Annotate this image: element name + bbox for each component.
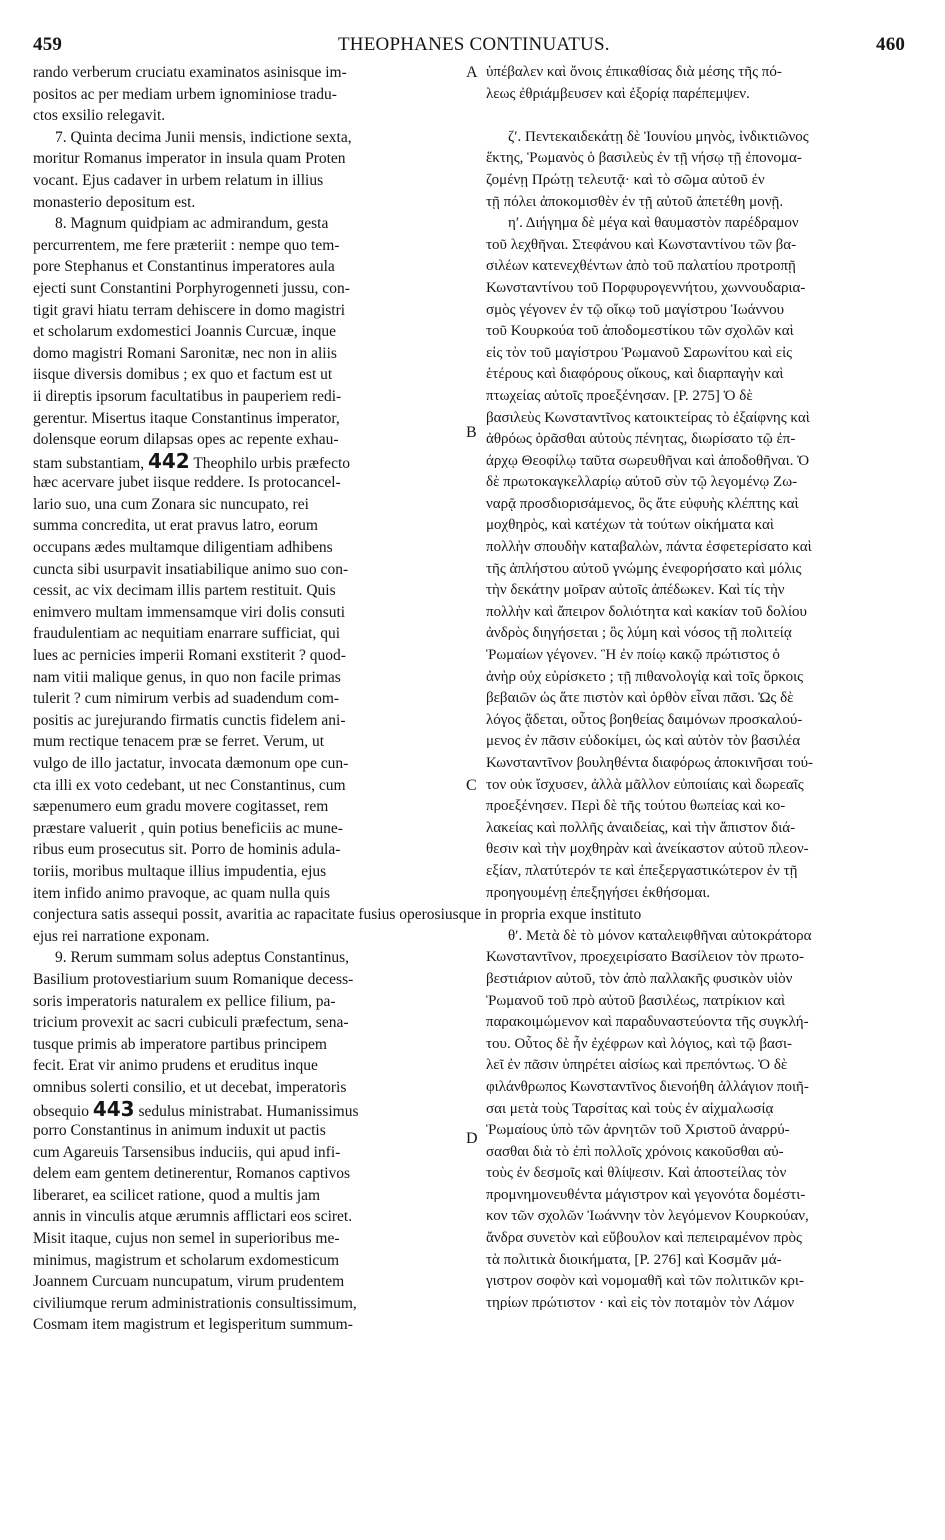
- latin-text-block: [33, 1120, 481, 1336]
- latin-text-block: [33, 926, 481, 1099]
- text-line: cum Agareuis Tarsensibus induciis, qui apud infi-: [33, 1143, 341, 1161]
- text-line: enimvero multam immensamque viri dolis consuti: [33, 603, 346, 621]
- text-line: lues ac pernicies imperii Romani exstiterit ? quod-: [33, 647, 346, 665]
- text-line: τῆς ἀπλήστου αὐτοῦ γνώμης ἐνεφορήσατο καὶ μόλις: [486, 560, 802, 577]
- text-line: φιλάνθρωπος Κωνσταντῖνος διενοήθη ἀλλάγιον ποιῆ-: [486, 1078, 809, 1095]
- greek-spacer: [486, 904, 912, 926]
- text-line: ejus rei narratione exponam.: [33, 927, 210, 945]
- latin-wide-line: conjectura satis assequi possit, avaritia ac rapacitate fusius operosiusque in propria exque instituto: [33, 906, 642, 924]
- latin-text-block: [33, 472, 481, 904]
- margin-letter-c: C: [466, 777, 477, 794]
- text-line: et scholarum exdomestici Joannis Curcuæ, inque: [33, 323, 337, 341]
- text-line: Cosmam item magistrum et legisperitum summum-: [33, 1316, 353, 1334]
- left-page-number: 459: [33, 34, 63, 55]
- text-line: προεξένησεν. Περὶ δὲ τῆς τούτου θωπείας καὶ κο-: [486, 798, 786, 815]
- inline-page-number-443: 443: [92, 1098, 135, 1121]
- text-line: σμὸς γέγονεν ἐν τῷ οἴκῳ τοῦ μαγίστρου Ἰωάννου: [486, 301, 785, 318]
- text-line: λόγος ᾄδεται, οὗτος βοηθείας δαιμόνων προσκαλού-: [486, 711, 803, 728]
- text-line: λεῖ ἐν πᾶσιν ὑπηρέτει αἰσίως καὶ πρεπόντως. Ὁ δὲ: [486, 1057, 788, 1074]
- text-line: liberaret, ea scilicet ratione, quod a multis jam: [33, 1186, 321, 1204]
- greek-text-block: [486, 926, 912, 1315]
- text-line: hæc acervare jubet iisque reddere. Is protocancel-: [33, 474, 341, 492]
- text-line: item infido animo pravoque, ac quam nulla quis: [33, 884, 331, 902]
- latin-line-text: Theophilo urbis præfecto: [193, 454, 351, 472]
- text-line: Κωνσταντῖνον, προεχειρίσατο Βασίλειον τὸν πρωτο-: [486, 949, 805, 966]
- text-line: positos ac per mediam urbem ignominiose tradu-: [33, 85, 337, 103]
- text-line: 7. Quinta decima Junii mensis, indictione sexta,: [55, 128, 352, 146]
- right-page-number: 460: [876, 34, 906, 55]
- text-line: positis ac jurejurando firmatis cunctis fidelem ani-: [33, 711, 346, 729]
- text-line: θεσιν καὶ τὴν μοχθηρὰν καὶ ἀνείκαστον αὐτοῦ πλεον-: [486, 841, 809, 858]
- text-line: Ῥωμαίων γέγονεν. Ἣ ἐν ποίῳ κακῷ πρώτιστος ὁ: [486, 647, 780, 664]
- text-line: τοῦ Κουρκούα τοῦ ἀποδομεστίκου τῶν σχολῶν καὶ: [486, 323, 794, 340]
- text-line: πτωχείας αὐτοῖς προεξένησαν. [P. 275] Ὁ δὲ: [486, 387, 753, 404]
- text-line: mum rectique tenacem præ se ferret. Verum, ut: [33, 733, 325, 751]
- text-line: gerentur. Misertus itaque Constantinus imperator,: [33, 409, 340, 427]
- text-line: soris imperatoris naturalem ex pellice filium, pa-: [33, 992, 336, 1010]
- text-line: dolensque eorum dilapsas opes ac repente exhau-: [33, 431, 339, 449]
- text-line: porro Constantinus in animum induxit ut pactis: [33, 1122, 326, 1140]
- text-line: σασθαι διὰ τὸ ἐπὶ πολλοῖς χρόνοις κακοῦσθαι αὐ-: [486, 1143, 784, 1160]
- text-line: vulgo de illo jactatur, invocata dæmonum ope cun-: [33, 755, 349, 772]
- text-line: domo magistri Romani Saronitæ, nec non in aliis: [33, 344, 337, 362]
- text-line: occupans ædes multamque diligentiam adhibens: [33, 539, 333, 557]
- text-line: λεως ἐθριάμβευσεν καὶ ἐξορίᾳ παρέπεμψεν.: [486, 85, 750, 102]
- margin-letter-d: D: [466, 1130, 478, 1147]
- text-line: τὰ πολιτικὰ διοικήματα, [P. 276] καὶ Κοσμᾶν μά-: [486, 1251, 782, 1268]
- text-line: præstare valuerit , quin potius beneficiis ac mune-: [33, 819, 343, 837]
- latin-line-text: obsequio: [33, 1102, 89, 1120]
- text-line: βασιλεὺς Κωνσταντῖνος κατοικτείρας τὸ ἐξαίφνης καὶ: [486, 409, 810, 426]
- text-line: [486, 105, 912, 127]
- text-line: cta illi ex voto cedebant, ut nec Constantinus, cum: [33, 776, 346, 794]
- text-line: σαι μετὰ τοὺς Ταρσίτας καὶ τοὺς ἐν αἰχμαλωσίᾳ: [486, 1100, 774, 1117]
- text-line: σιλέων κατενεχθέντων ἀπὸ τοῦ παλατίου προτροπῇ: [486, 258, 796, 275]
- text-line: moritur Romanus imperator in insula quam Proten: [33, 150, 346, 168]
- text-line: tigit gravi hiatu terram dehiscere in domo magistri: [33, 301, 346, 319]
- text-line: 8. Magnum quidpiam ac admirandum, gesta: [55, 215, 329, 233]
- text-line: τοὺς ἐν δεσμοῖς καὶ θλίψεσιν. Καὶ ἀποστείλας τὸν: [486, 1165, 787, 1182]
- text-line: πολλὴν καὶ ἄπειρον δολιότητα καὶ κακίαν τοῦ δολίου: [486, 603, 807, 620]
- text-line: rando verberum cruciatu examinatos asinisque im-: [33, 64, 347, 81]
- margin-letter-a: A: [466, 64, 478, 81]
- text-line: iisque diversis domibus ; ex quo et factum est ut: [33, 366, 333, 384]
- text-line: fraudulentiam ac nequitiam enarrare sufficiat, qui: [33, 625, 340, 643]
- text-line: ηʹ. Διήγημα δὲ μέγα καὶ θαυμαστὸν παρέδραμον: [508, 215, 799, 232]
- text-line: toriis, moribus multaque illius impudentia, ejus: [33, 862, 327, 880]
- text-line: tricium provexit ac sacri cubiculi præfectum, sena-: [33, 1014, 349, 1032]
- text-line: ἑτέρους καὶ διαφόρους οἴκους, καὶ διαρπαγὴν καὶ: [486, 366, 784, 383]
- text-line: θʹ. Μετὰ δὲ τὸ μόνον καταλειφθῆναι αὐτοκράτορα: [508, 927, 812, 944]
- text-line: του. Οὗτος δὲ ἦν ἐχέφρων καὶ λόγιος, καὶ τῷ βασι-: [486, 1035, 793, 1052]
- text-line: ζʹ. Πεντεκαιδεκάτῃ δὲ Ἰουνίου μηνὸς, ἰνδικτιῶνος: [508, 128, 809, 145]
- text-line: fecit. Erat vir animo prudens et eruditus inque: [33, 1057, 318, 1075]
- latin-line-text: stam substantiam,: [33, 454, 145, 472]
- latin-line-with-page-mark: [33, 1099, 481, 1121]
- text-line: Ῥωμανοῦ τοῦ πρὸ αὐτοῦ βασιλέως, πατρίκιον καὶ: [486, 992, 786, 1009]
- text-line: delem eam gentem detinerentur, Romanos captivos: [33, 1165, 351, 1183]
- text-line: κον τῶν σχολῶν Ἰωάννην τὸν λεγόμενον Κουρκούαν,: [486, 1208, 809, 1225]
- text-line: civiliumque rerum administrationis consultissimum,: [33, 1294, 357, 1312]
- text-line: sæpenumero eum gradu movere cogitasset, rem: [33, 798, 329, 816]
- text-line: omnibus solerti consilio, et ut decebat, imperatoris: [33, 1078, 347, 1096]
- text-line: ἀνδρὸς διηγήσεται ; ὃς λύμη καὶ νόσος τῇ πολιτείᾳ: [486, 625, 792, 642]
- text-line: εξίαν, πλατύτερόν τε καὶ ἐπεξεργαστικώτερον ἐν τῇ: [486, 862, 798, 879]
- text-line: άρχῳ Θεοφίλῳ ταῦτα σωρευθῆναι καὶ ἀποδοθῆναι. Ὁ: [486, 452, 810, 469]
- text-line: ναρᾷ προσδιορισάμενος, ὃς ἄτε εὐφυὴς κλέπτης καὶ: [486, 495, 799, 512]
- text-line: ἄνδρα συνετὸν καὶ εὔβουλον καὶ πεπειραμένον πρὸς: [486, 1230, 802, 1247]
- text-line: ἕκτης, Ῥωμανὸς ὁ βασιλεὺς ἐν τῇ νήσῳ τῇ ἐπονομα-: [486, 150, 802, 167]
- text-line: nam vitii malique genus, in quo non facile primas: [33, 668, 341, 686]
- text-line: τῇ πόλει ἀποκομισθὲν ἐν τῇ αὐτοῦ ἀπετέθη μονῇ.: [486, 193, 784, 210]
- text-line: tulerit ? cum nimirum verbis ad suadendum com-: [33, 690, 340, 708]
- text-line: προηγουμένῃ ἐπεξηγήσει ἐκθήσομαι.: [486, 884, 711, 901]
- text-line: μοχθηρὸς, καὶ κατέχων τὰ τούτων οἰκήματα καὶ: [486, 517, 774, 534]
- text-line: προμνημονευθέντα μάγιστρον καὶ γεγονότα δομέστι-: [486, 1186, 806, 1203]
- text-line: τὴν δεκάτην μοῖραν αὐτοῖς ἀπέδωκεν. Καὶ τίς τὴν: [486, 582, 785, 599]
- text-line: tusque primis ab imperatore partibus principem: [33, 1035, 327, 1053]
- text-line: Ῥωμαίους ὑπὸ τῶν ἀρνητῶν τοῦ Χριστοῦ ἀναρρύ-: [486, 1122, 790, 1139]
- text-line: ejecti sunt Constantini Porphyrogenneti jussu, con-: [33, 279, 350, 297]
- text-line: 9. Rerum summam solus adeptus Constantinus,: [55, 949, 350, 967]
- text-line: minimus, magistrum et scholarum exdomesticum: [33, 1251, 340, 1269]
- text-line: ctos exsilio relegavit.: [33, 107, 166, 125]
- running-title: THEOPHANES CONTINUATUS.: [338, 34, 610, 55]
- text-line: cuncta sibi usurpavit insatiabilique animo suo con-: [33, 560, 349, 578]
- greek-column: [486, 62, 912, 1314]
- latin-text-block: [33, 62, 481, 451]
- text-line: ii direptis ipsorum facultatibus in pauperiem redi-: [33, 387, 342, 405]
- text-line: summa concredita, ut erat pravus latro, eorum: [33, 517, 318, 535]
- text-line: μενος ἐν πᾶσιν εὐδοκίμει, ὡς καὶ αὐτὸν τὸν βασιλέα: [486, 733, 801, 750]
- text-line: ἀθρόως ὁρᾶσθαι αὐτοὺς πένητας, διωρίσατο τῷ ἐπ-: [486, 431, 796, 448]
- text-line: βεστιάριον αὐτοῦ, τὸν ἀπὸ παλλακῆς φυσικὸν υἱὸν: [486, 970, 793, 987]
- text-line: pore Stephanus et Constantinus imperatores aula: [33, 258, 335, 276]
- text-line: τοῦ λεχθῆναι. Στεφάνου καὶ Κωνσταντίνου τῶν βα-: [486, 236, 797, 253]
- text-line: annis in vinculis atque ærumnis afflictari eos sciret.: [33, 1208, 353, 1226]
- latin-line-with-page-mark: [33, 451, 481, 473]
- text-line: Κωνσταντίνου τοῦ Πορφυρογεννήτου, χωννουδαρια-: [486, 279, 806, 296]
- text-line: lario suo, una cum Zonara sic nuncupato, rei: [33, 495, 309, 513]
- text-line: monasterio depositum est.: [33, 193, 196, 211]
- text-line: ribus eum prosecutus sit. Porro de hominis adula-: [33, 841, 341, 859]
- text-line: Misit itaque, cujus non semel in superioribus me-: [33, 1230, 340, 1248]
- text-line: λακείας καὶ πολλῆς ἀναιδείας, καὶ τὴν ἄπιστον διά-: [486, 819, 796, 836]
- text-line: παρακοιμώμενον καὶ παραδυναστεύοντα τῆς συγκλή-: [486, 1014, 809, 1031]
- text-line: πολλὴν σπουδὴν καταβαλὼν, πάντα ἐσφετερίσατο καὶ: [486, 539, 812, 556]
- text-line: percurrentem, me fere præteriit : nempe quo tem-: [33, 236, 340, 254]
- greek-text-block: [486, 62, 912, 904]
- text-line: Joannem Curcuam nuncupatum, virum prudentem: [33, 1273, 345, 1291]
- text-line: ὑπέβαλεν καὶ ὄνοις ἐπικαθίσας διὰ μέσης τῆς πό-: [486, 64, 782, 80]
- text-line: δὲ πρωτοκαγκελλαρίῳ αὐτοῦ σὺν τῷ λεγομένῳ Ζω-: [486, 474, 798, 491]
- text-line: Basilium protovestiarium suum Romanique decess-: [33, 970, 354, 988]
- text-line: βεβαιῶν ὡς ἅτε πιστὸν καὶ ὀρθὸν εἶναι πᾶσι. Ὡς δὲ: [486, 690, 794, 707]
- text-line: τηρίων πρώτιστον · καὶ εἰς τὸν ποταμὸν τὸν Λάμον: [486, 1294, 795, 1311]
- inline-page-number-442: 442: [147, 450, 190, 473]
- text-line: ζομένῃ Πρώτῃ τελευτᾷ· καὶ τὸ σῶμα αὐτοῦ ἐν: [486, 171, 765, 188]
- text-line: τον οὐκ ἴσχυσεν, ἀλλὰ μᾶλλον εὐποιίαις καὶ δωρεαῖς: [486, 776, 804, 793]
- margin-letter-b: B: [466, 424, 477, 441]
- latin-line-text: sedulus ministrabat. Humanissimus: [138, 1102, 359, 1120]
- text-line: cessit, ac vix decimam illis partem restituit. Quis: [33, 582, 336, 600]
- text-line: ἀνὴρ οὐχ εὑρίσκετο ; τῇ πιθανολογίᾳ καὶ τοῖς ὅρκοις: [486, 668, 804, 685]
- text-line: vocant. Ejus cadaver in urbem relatum in illius: [33, 171, 324, 189]
- text-line: γιστρον σοφὸν καὶ νομομαθῆ καὶ τῶν πολιτικῶν κρι-: [486, 1273, 804, 1290]
- text-line: Κωνσταντῖνον βουληθέντα διαφόρως ἀποκινῆσαι τού-: [486, 755, 814, 771]
- text-line: εἰς τὸν τοῦ μαγίστρου Ῥωμανοῦ Σαρωνίτου καὶ εἰς: [486, 344, 793, 361]
